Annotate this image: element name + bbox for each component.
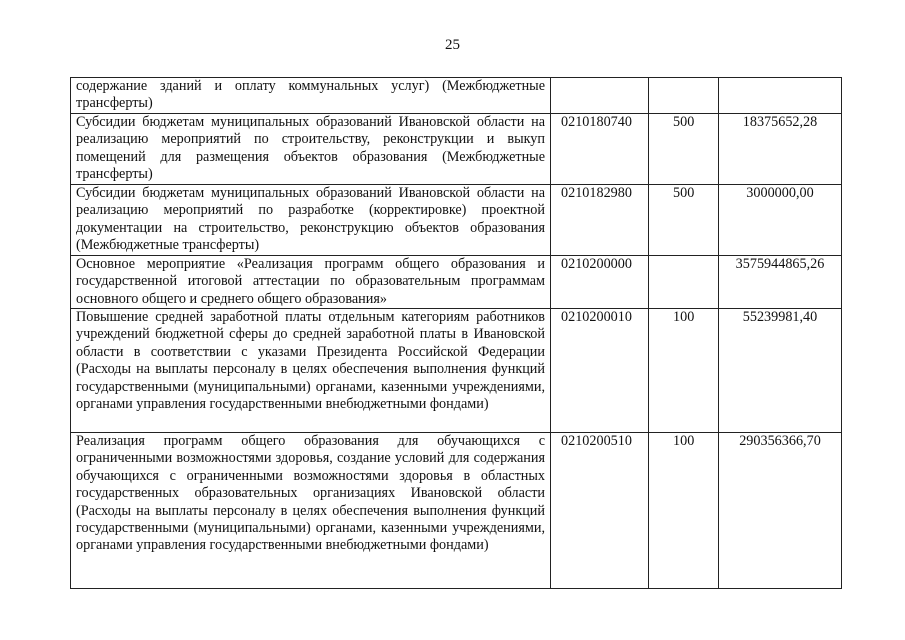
row-name: Субсидии бюджетам муниципальных образований Ивановской области на реализацию мероприятий по строительству, реконструкции и выкуп помещений для размещения объектов образования (Межбюджетные трансферты) — [76, 113, 545, 183]
row-code: 0210200010 — [561, 309, 632, 326]
row-code-cell — [551, 78, 649, 114]
row-name-cell — [71, 78, 551, 114]
budget-table — [70, 77, 842, 589]
table-row — [71, 433, 842, 589]
row-amount-cell — [719, 78, 842, 114]
row-code-cell — [551, 433, 649, 589]
row-type-cell — [649, 309, 719, 433]
row-amount: 3575944865,26 — [735, 255, 825, 272]
row-type: 500 — [673, 113, 695, 130]
row-type: 100 — [673, 309, 695, 326]
row-name: Реализация программ общего образования для обучающихся с ограниченными возможностями здоровья, создание условий для содержания обучающихся с ограниченными возможностями здоровья в областных государственных образовательных организациях Ивановской области (Расходы на выплаты персоналу в целях обеспечения выполнения функций государственными (муниципальными) органами, казенными учреждениями, органами управления государственными внебюджетными фондами) — [76, 433, 545, 554]
row-type-cell — [649, 433, 719, 589]
row-type-cell — [649, 78, 719, 114]
row-name-cell — [71, 184, 551, 255]
row-amount-cell — [719, 433, 842, 589]
row-type-cell — [649, 113, 719, 184]
row-name: содержание зданий и оплату коммунальных услуг) (Межбюджетные трансферты) — [76, 78, 545, 112]
table-row — [71, 309, 842, 433]
table-row — [71, 78, 842, 114]
row-amount-cell — [719, 113, 842, 184]
row-name-cell — [71, 309, 551, 433]
row-amount: 55239981,40 — [742, 309, 818, 326]
row-name-cell — [71, 255, 551, 308]
row-amount: 18375652,28 — [742, 113, 818, 130]
row-code: 0210180740 — [561, 113, 632, 130]
page-number: 25 — [445, 37, 460, 53]
row-code: 0210200510 — [561, 433, 632, 450]
row-name-cell — [71, 113, 551, 184]
row-name: Субсидии бюджетам муниципальных образований Ивановской области на реализацию мероприятий по разработке (корректировке) проектной документации на строительство, реконструкцию объектов образования (Межбюджетные трансферты) — [76, 184, 545, 254]
row-name: Повышение средней заработной платы отдельным категориям работников учреждений бюджетной сферы до средней заработной платы в Ивановской области в соответствии с указами Президента Российской Федерации (Расходы на выплаты персоналу в целях обеспечения выполнения функций государственными (муниципальными) органами, казенными учреждениями, органами управления государственными внебюджетными фондами) — [76, 309, 545, 413]
row-amount-cell — [719, 309, 842, 433]
row-type: 500 — [673, 184, 695, 201]
row-amount-cell — [719, 255, 842, 308]
row-type-cell — [649, 184, 719, 255]
table-row — [71, 255, 842, 308]
row-code-cell — [551, 309, 649, 433]
row-name: Основное мероприятие «Реализация программ общего образования и государственной итоговой аттестации по образовательным программам основного общего и среднего общего образования» — [76, 255, 545, 307]
row-amount: 290356366,70 — [739, 433, 821, 450]
table-row — [71, 113, 842, 184]
row-code-cell — [551, 113, 649, 184]
row-amount-cell — [719, 184, 842, 255]
row-type: 100 — [673, 433, 695, 450]
row-code: 0210182980 — [561, 184, 632, 201]
row-amount: 3000000,00 — [746, 184, 814, 201]
row-type-cell — [649, 255, 719, 308]
row-name-cell — [71, 433, 551, 589]
table-row — [71, 184, 842, 255]
row-code-cell — [551, 255, 649, 308]
row-code: 0210200000 — [561, 255, 632, 272]
row-code-cell — [551, 184, 649, 255]
